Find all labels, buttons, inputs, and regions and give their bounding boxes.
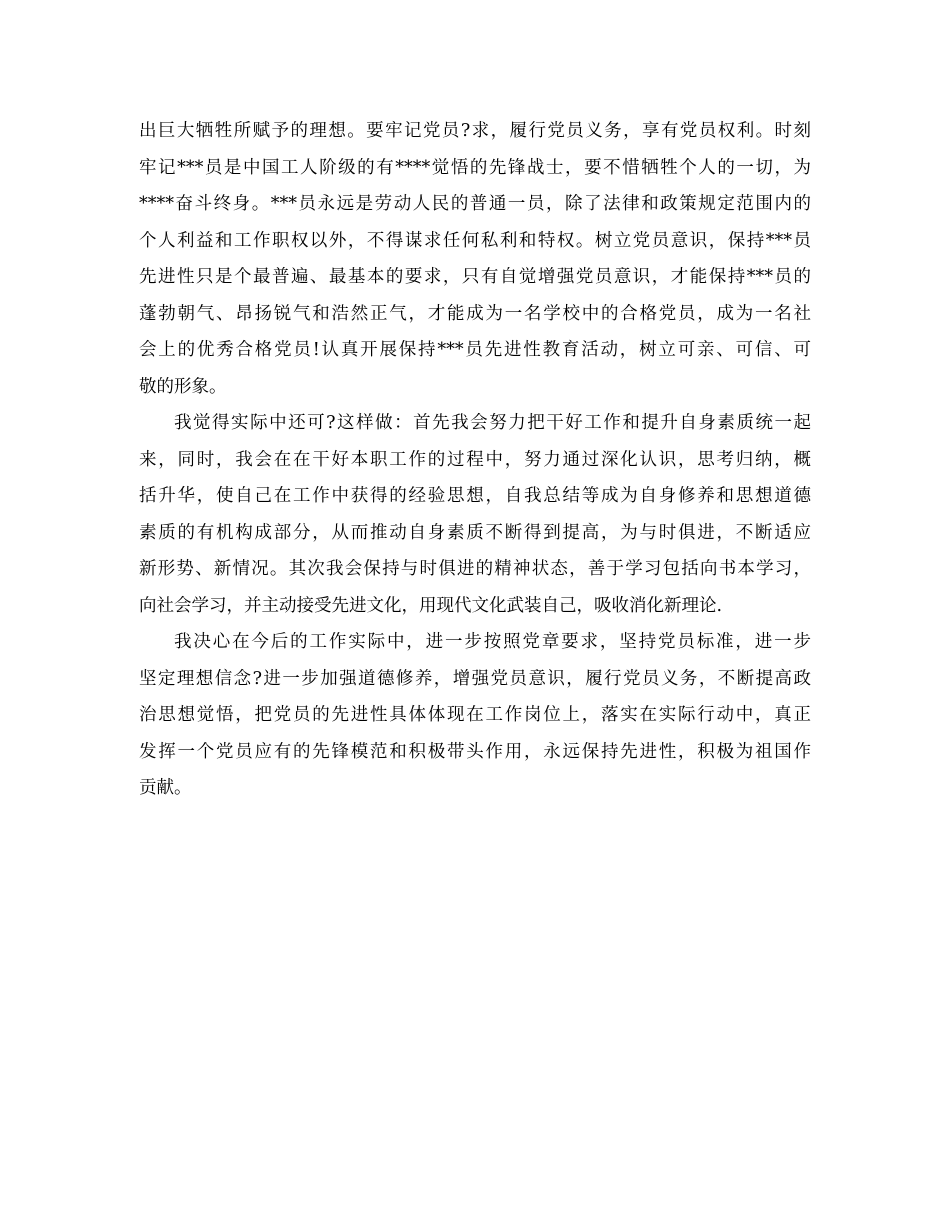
paragraph-line: ****奋斗终身。***员永远是劳动人民的普通一员，除了法律和政策规定范围内的 xyxy=(139,194,811,214)
paragraph-line: 来，同时，我会在在干好本职工作的过程中，努力通过深化认识，思考归纳，概 xyxy=(139,449,811,470)
paragraph-line: 新形势、新情况。其次我会保持与时俱进的精神状态，善于学习包括向书本学习， xyxy=(139,559,811,579)
paragraph-line: 贡献。 xyxy=(139,778,192,798)
paragraph-line: 我觉得实际中还可?这样做：首先我会努力把干好工作和提升自身素质统一起 xyxy=(174,413,811,433)
paragraph-line: 治思想觉悟，把党员的先进性具体体现在工作岗位上，落实在实际行动中，真正 xyxy=(139,705,811,725)
paragraph-3 xyxy=(139,624,811,807)
paragraph-line: 发挥一个党员应有的先锋模范和积极带头作用，永远保持先进性，积极为祖国作 xyxy=(139,741,811,762)
paragraph-line: 出巨大牺牲所赋予的理想。要牢记党员?求，履行党员义务，享有党员权利。时刻 xyxy=(139,121,811,141)
document-body xyxy=(139,113,811,807)
paragraph-1 xyxy=(139,113,811,405)
paragraph-line: 向社会学习，并主动接受先进文化，用现代文化武装自己，吸收消化新理论. xyxy=(139,595,723,616)
paragraph-line: 个人利益和工作职权以外，不得谋求任何私利和特权。树立党员意识，保持***员 xyxy=(139,230,811,251)
paragraph-line: 敬的形象。 xyxy=(139,376,227,397)
paragraph-line: 括升华，使自己在工作中获得的经验思想，自我总结等成为自身修养和思想道德 xyxy=(139,486,811,506)
paragraph-2 xyxy=(139,405,811,624)
paragraph-line: 牢记***员是中国工人阶级的有****觉悟的先锋战士，要不惜牺牲个人的一切，为 xyxy=(139,157,811,178)
paragraph-line: 素质的有机构成部分，从而推动自身素质不断得到提高，为与时俱进，不断适应 xyxy=(139,522,811,543)
paragraph-line: 先进性只是个最普遍、最基本的要求，只有自觉增强党员意识，才能保持***员的 xyxy=(139,267,811,287)
paragraph-line: 会上的优秀合格党员!认真开展保持***员先进性教育活动，树立可亲、可信、可 xyxy=(139,340,811,360)
paragraph-line: 蓬勃朝气、昂扬锐气和浩然正气，才能成为一名学校中的合格党员，成为一名社 xyxy=(139,303,811,324)
paragraph-line: 我决心在今后的工作实际中，进一步按照党章要求，坚持党员标准，进一步 xyxy=(174,632,811,652)
paragraph-line: 坚定理想信念?进一步加强道德修养，增强党员意识，履行党员义务，不断提高政 xyxy=(139,668,811,689)
